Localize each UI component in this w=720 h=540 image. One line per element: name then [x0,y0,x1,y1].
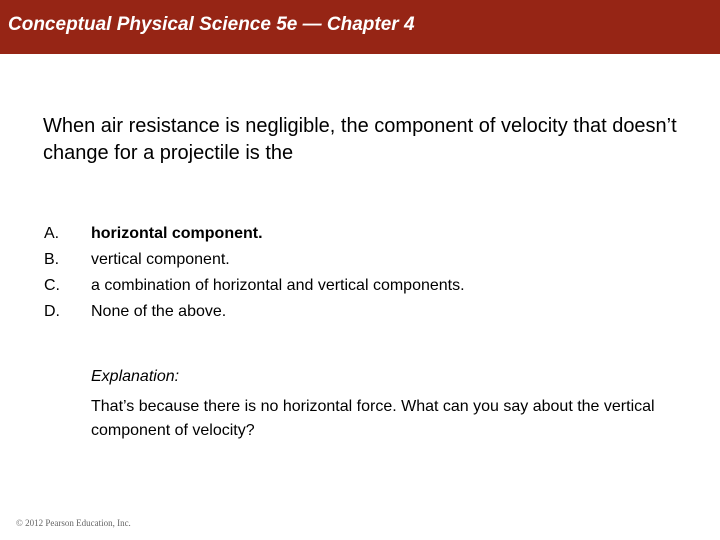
header-bar [0,0,720,54]
choice-c [44,273,684,299]
explanation-block [91,364,691,443]
question-text: When air resistance is negligible, the component of velocity that doesn’t change for a projectile is the [43,115,677,164]
slide-title: Conceptual Physical Science 5e — Chapter 4 [8,14,415,35]
choice-a-letter: A. [44,225,60,242]
choice-c-letter: C. [44,277,60,294]
choice-d [44,299,684,325]
choice-b-letter: B. [44,251,60,268]
copyright-notice: © 2012 Pearson Education, Inc. [16,518,131,528]
choice-b-text: vertical component. [91,251,230,268]
choice-d-letter: D. [44,303,60,320]
choice-b [44,247,684,273]
choice-d-text: None of the above. [91,303,227,320]
choice-a-text: horizontal component. [91,225,263,242]
answer-choices [44,221,684,325]
choice-a [44,221,684,247]
choice-c-text: a combination of horizontal and vertical components. [91,277,465,294]
explanation-label: Explanation: [91,368,180,385]
explanation-text: That’s because there is no horizontal force. What can you say about the vertical component of velocity? [91,398,655,439]
